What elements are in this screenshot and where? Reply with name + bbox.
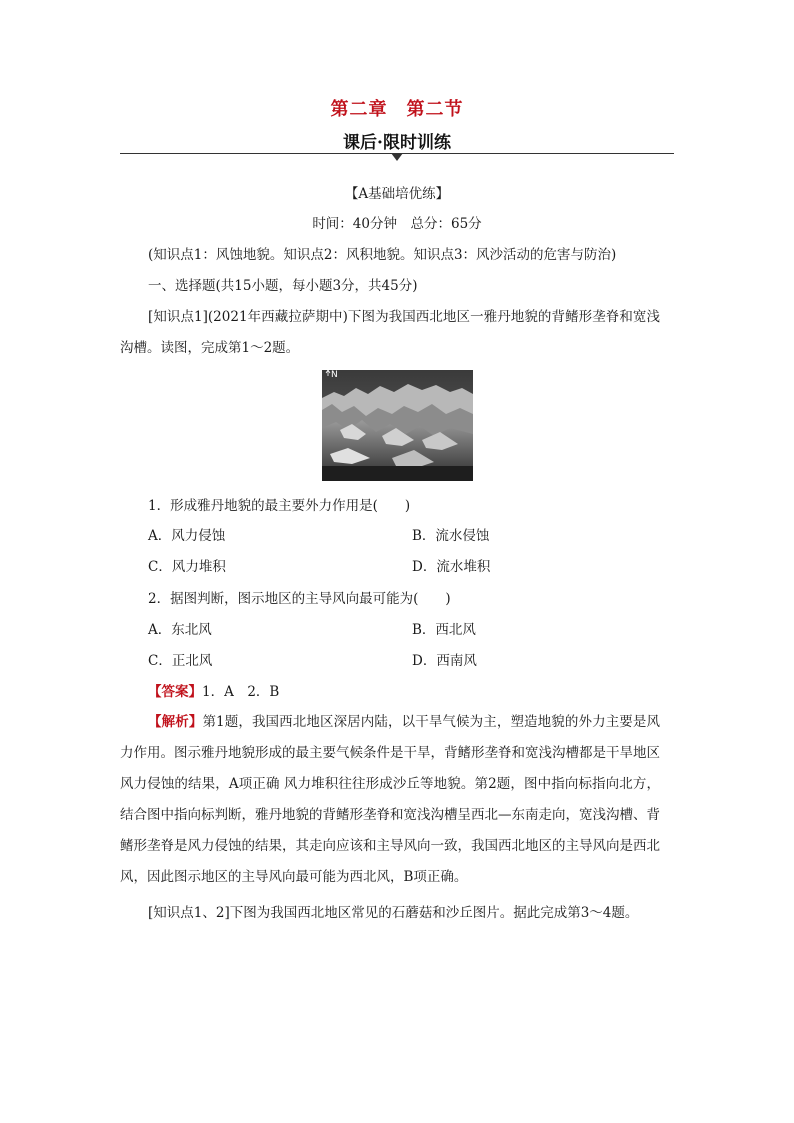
question-2-option-d: D．西南风	[412, 653, 477, 669]
answer-text: 1．A 2．B	[202, 684, 280, 700]
chapter-title: 第二章 第二节	[330, 99, 464, 120]
question-1-option-a: A．风力侵蚀	[148, 528, 226, 544]
time-and-score: 时间：40分钟 总分：65分	[312, 216, 482, 232]
yardang-landform-photo	[322, 370, 473, 481]
question-1-option-b: B．流水侵蚀	[412, 528, 490, 544]
part-one-heading: 一、选择题(共15小题，每小题3分，共45分)	[148, 278, 418, 294]
knowledge-points: (知识点1：风蚀地貌。知识点2：风积地貌。知识点3：风沙活动的危害与防治)	[148, 247, 617, 263]
question-2-option-b: B．西北风	[412, 622, 476, 638]
answer-line	[148, 682, 279, 702]
intro-paragraph-1: [知识点1](2021年西藏拉萨期中)下图为我国西北地区一雅丹地貌的背鳍形垄脊和宽浅沟槽。读图，完成第1～2题。	[120, 309, 660, 356]
answer-label: 【答案】	[148, 684, 202, 700]
analysis-label: 【解析】	[148, 714, 203, 730]
north-arrow-label: N	[331, 370, 338, 380]
analysis-text: 第1题，我国西北地区深居内陆，以干旱气候为主，塑造地貌的外力主要是风力作用。图示雅丹地貌形成的最主要气候条件是干旱，背鳍形垄脊和宽浅沟槽都是干旱地区风力侵蚀的结果，A项正确 风力堆积往往形成沙丘等地貌。第2题，图中指向标指向北方，结合图中指向标判断，雅丹地貌的背鳍形垄脊和宽浅沟槽呈西北—东南走向，宽浅沟槽、背鳍形垄脊是风力侵蚀的结果，其走向应该和主导风向一致，我国西北地区的主导风向是西北风，因此图示地区的主导风向最可能为西北风，B项正确。	[120, 714, 661, 885]
section-heading: 【A基础培优练】	[344, 186, 450, 202]
question-1-stem: 1．形成雅丹地貌的最主要外力作用是( )	[148, 498, 411, 514]
divider-triangle-marker	[391, 153, 403, 161]
analysis-paragraph	[120, 707, 660, 893]
question-2-option-a: A．东北风	[148, 622, 212, 638]
question-2-stem: 2．据图判断，图示地区的主导风向最可能为( )	[148, 591, 451, 607]
intro-paragraph-2: [知识点1、2]下图为我国西北地区常见的石蘑菇和沙丘图片。据此完成第3～4题。	[148, 905, 639, 921]
page-subtitle: 课后·限时训练	[343, 133, 451, 153]
question-1-option-c: C．风力堆积	[148, 559, 226, 575]
question-1-option-d: D．流水堆积	[412, 559, 491, 575]
question-2-option-c: C．正北风	[148, 653, 213, 669]
